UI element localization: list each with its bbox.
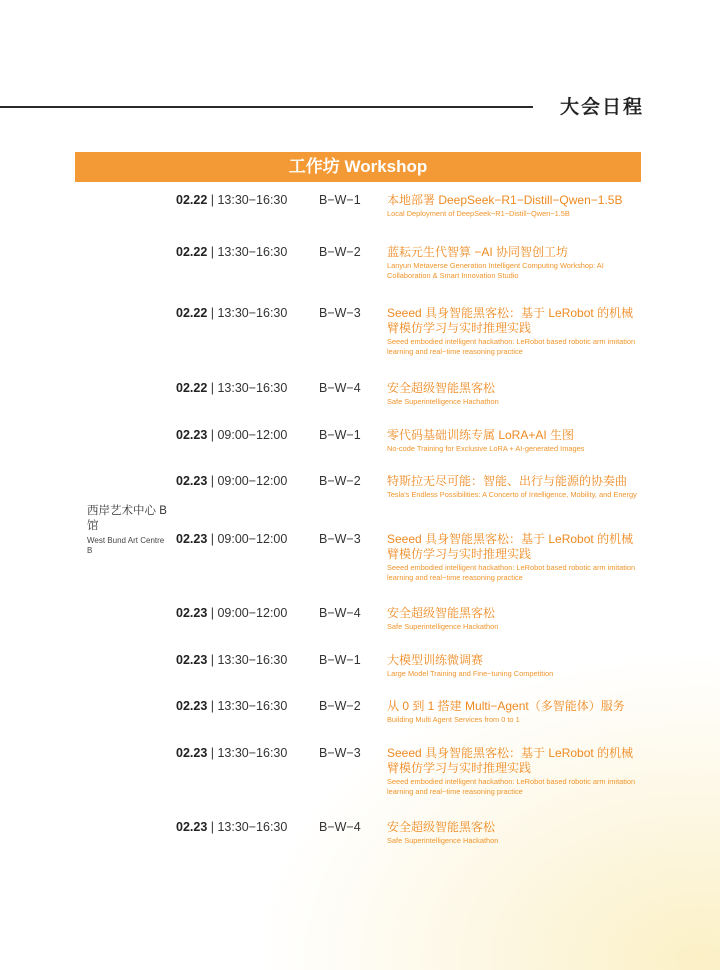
session-date: 02.23 bbox=[176, 746, 208, 760]
session-date: 02.23 bbox=[176, 699, 208, 713]
session-title-cn: Seeed 具身智能黑客松：基于 LeRobot 的机械臂模仿学习与实时推理实践 bbox=[387, 532, 634, 561]
session-code: B−W−2 bbox=[319, 699, 361, 713]
session-code: B−W−1 bbox=[319, 428, 361, 442]
session-title-cn: 大模型训练微调赛 bbox=[387, 653, 484, 667]
session-code: B−W−1 bbox=[319, 193, 361, 207]
session-code: B−W−4 bbox=[319, 820, 361, 834]
session-date: 02.22 bbox=[176, 245, 208, 259]
session-code: B−W−4 bbox=[319, 606, 361, 620]
session-date: 02.23 bbox=[176, 474, 208, 488]
session-code: B−W−2 bbox=[319, 474, 361, 488]
session-title-cn: 零代码基础训练专属 LoRA+AI 生图 bbox=[387, 428, 575, 442]
session-title-en: Safe Superintelligence Hackathon bbox=[387, 836, 499, 845]
session-code: B−W−2 bbox=[319, 245, 361, 259]
session-time: | 13:30−16:30 bbox=[207, 193, 288, 207]
session-date: 02.22 bbox=[176, 193, 208, 207]
session-title-en: Safe Superintelligence Hachathon bbox=[387, 397, 499, 406]
session-time: | 13:30−16:30 bbox=[207, 306, 288, 320]
page-title: 大会日程 bbox=[560, 97, 645, 118]
session-time: | 13:30−16:30 bbox=[207, 245, 288, 259]
session-time: | 09:00−12:00 bbox=[207, 532, 288, 546]
session-date: 02.22 bbox=[176, 306, 208, 320]
session-title-en: Seeed embodied intelligent hackathon: LeRobot based robotic arm imitation learning and real−time reasoning practice bbox=[387, 777, 636, 796]
venue-name-cn: 西岸艺术中心 B 馆 bbox=[87, 505, 167, 532]
header-rule bbox=[0, 106, 533, 108]
session-time: | 13:30−16:30 bbox=[207, 746, 288, 760]
session-title-cn: Seeed 具身智能黑客松：基于 LeRobot 的机械臂模仿学习与实时推理实践 bbox=[387, 746, 634, 775]
session-date: 02.22 bbox=[176, 381, 208, 395]
session-time: | 13:30−16:30 bbox=[207, 653, 288, 667]
session-code: B−W−3 bbox=[319, 532, 361, 546]
venue-label bbox=[87, 504, 167, 556]
session-title-en: Tesla's Endless Possibilities: A Concerto of Intelligence, Mobility, and Energy bbox=[387, 490, 637, 499]
session-date: 02.23 bbox=[176, 532, 208, 546]
session-title-en: Local Deployment of DeepSeek−R1−Distill−Qwen−1.5B bbox=[387, 209, 570, 218]
session-code: B−W−1 bbox=[319, 653, 361, 667]
session-title-en: Building Multi Agent Services from 0 to 1 bbox=[387, 715, 520, 724]
session-title-en: No-code Training for Exclusive LoRA + AI-generated Images bbox=[387, 444, 585, 453]
session-time: | 09:00−12:00 bbox=[207, 606, 288, 620]
workshop-banner: 工作坊 Workshop bbox=[75, 152, 641, 182]
session-date: 02.23 bbox=[176, 428, 208, 442]
session-title-cn: 从 0 到 1 搭建 Multi−Agent（多智能体）服务 bbox=[387, 699, 625, 713]
session-title-en: Seeed embodied intelligent hackathon: LeRobot based robotic arm imitation learning and real−time reasoning practice bbox=[387, 337, 636, 356]
session-time: | 13:30−16:30 bbox=[207, 699, 288, 713]
session-title-cn: 安全超级智能黑客松 bbox=[387, 606, 496, 620]
session-title-cn: 蓝耘元生代智算 −AI 协同智创工坊 bbox=[387, 245, 569, 259]
session-title-en: Safe Superintelligence Hackathon bbox=[387, 622, 499, 631]
venue-name-en: West Bund Art Centre B bbox=[87, 536, 165, 555]
session-title-cn: Seeed 具身智能黑客松：基于 LeRobot 的机械臂模仿学习与实时推理实践 bbox=[387, 306, 634, 335]
session-title-en: Lanyun Metaverse Generation Intelligent Computing Workshop: AI Collaboration & Smart Innovation Studio bbox=[387, 261, 604, 280]
session-date: 02.23 bbox=[176, 820, 208, 834]
session-time: | 09:00−12:00 bbox=[207, 428, 288, 442]
session-code: B−W−3 bbox=[319, 746, 361, 760]
session-title-en: Seeed embodied intelligent hackathon: LeRobot based robotic arm imitation learning and real−time reasoning practice bbox=[387, 563, 636, 582]
session-code: B−W−3 bbox=[319, 306, 361, 320]
session-title-cn: 本地部署 DeepSeek−R1−Distill−Qwen−1.5B bbox=[387, 193, 623, 207]
session-title-cn: 特斯拉无尽可能：智能、出行与能源的协奏曲 bbox=[387, 474, 628, 488]
session-title-cn: 安全超级智能黑客松 bbox=[387, 381, 496, 395]
session-title-cn: 安全超级智能黑客松 bbox=[387, 820, 496, 834]
session-date: 02.23 bbox=[176, 653, 208, 667]
session-code: B−W−4 bbox=[319, 381, 361, 395]
session-time: | 09:00−12:00 bbox=[207, 474, 288, 488]
session-time: | 13:30−16:30 bbox=[207, 381, 288, 395]
session-time: | 13:30−16:30 bbox=[207, 820, 288, 834]
session-title-en: Large Model Training and Fine−tuning Competition bbox=[387, 669, 554, 678]
session-date: 02.23 bbox=[176, 606, 208, 620]
